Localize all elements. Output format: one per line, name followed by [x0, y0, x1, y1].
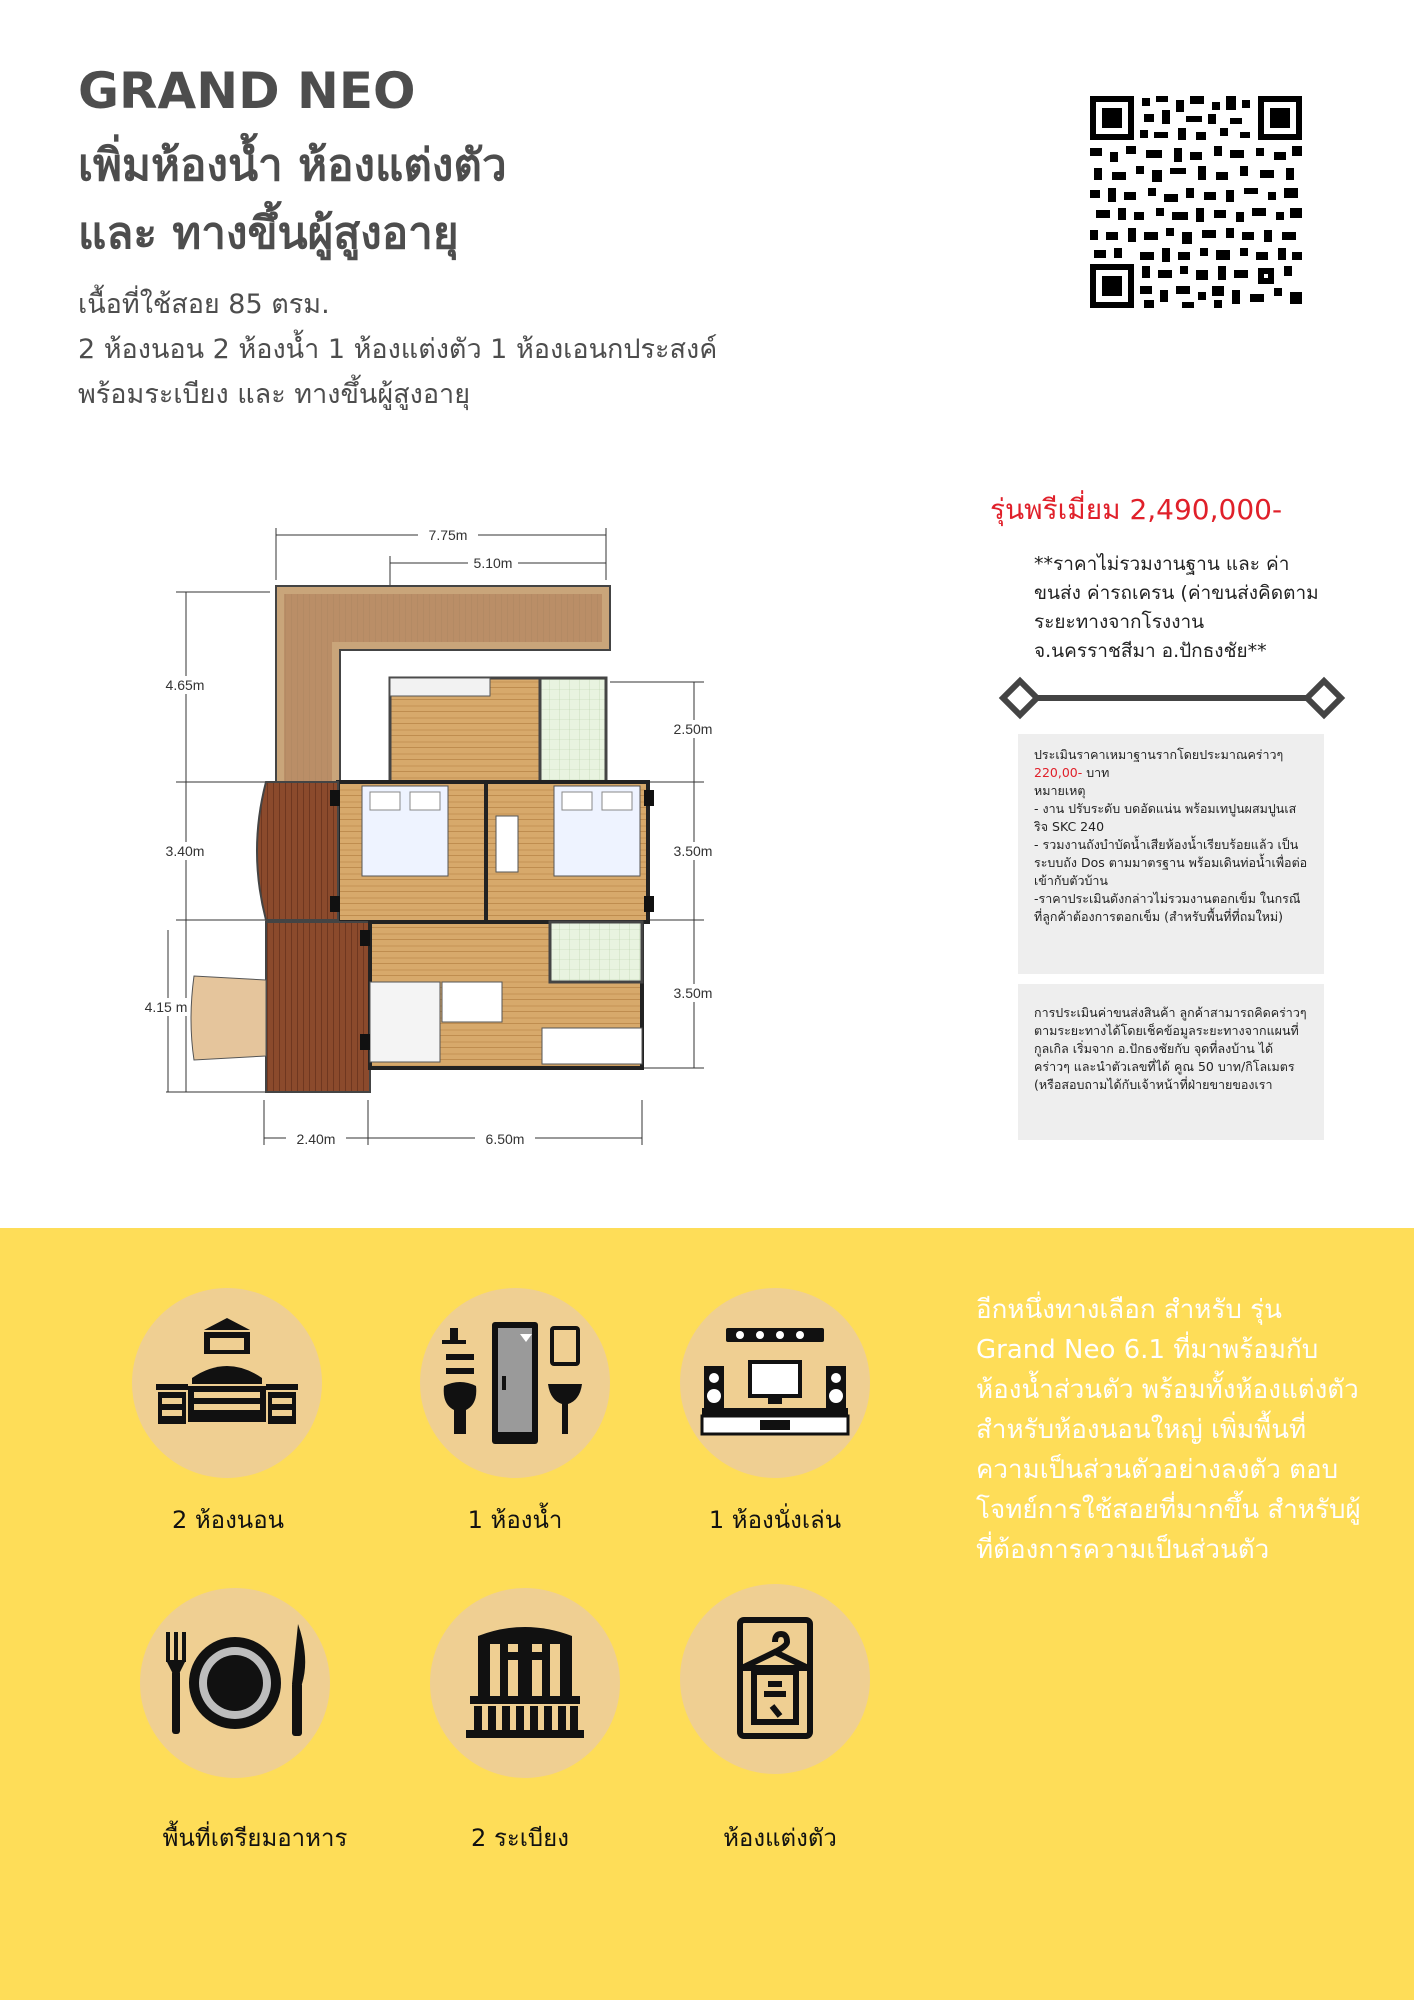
- foundation-estimate-box: [1018, 734, 1324, 974]
- qr-code-icon[interactable]: [1090, 96, 1302, 308]
- feature-label-bedroom: 2 ห้องนอน: [171, 1506, 285, 1534]
- feature-label-balcony: 2 ระเบียง: [471, 1824, 569, 1852]
- divider-ornament: [1002, 680, 1342, 716]
- feature-label-living-room: 1 ห้องนั่งเล่น: [708, 1506, 842, 1534]
- floor-plan: [130, 520, 713, 1150]
- foundation-intro: ประเมินราคาเหมาฐานรากโดยประมาณคร่าวๆ: [1034, 747, 1284, 762]
- remark-title: หมายเหตุ: [1034, 783, 1086, 798]
- wardrobe-icon: [680, 1584, 870, 1774]
- remark-item-1: - งาน ปรับระดับ บดอัดแน่น พร้อมเทปูนผสมปูนเสริจ SKC 240: [1034, 801, 1297, 834]
- dim-bottom-1: 2.40m: [296, 1131, 336, 1147]
- dim-left-1: 4.65m: [165, 677, 205, 693]
- dim-right-3: 3.50m: [673, 985, 713, 1001]
- balcony-icon: [430, 1588, 620, 1778]
- price-note: **ราคาไม่รวมงานฐาน และ ค่าขนส่ง ค่ารถเครน (ค่าขนส่งคิดตามระยะทางจากโรงงาน จ.นครราชสีมา อ.ปักธงชัย**: [1034, 553, 1319, 662]
- headline-line-2: เพิ่มห้องน้ำ ห้องแต่งตัว: [78, 140, 507, 191]
- dim-top-total: 7.75m: [428, 527, 468, 543]
- feature-label-dining: พื้นที่เตรียมอาหาร: [162, 1824, 348, 1852]
- foundation-unit: บาท: [1082, 765, 1110, 780]
- dim-left-3: 4.15 m: [144, 999, 188, 1015]
- dim-right-2: 3.50m: [673, 843, 713, 859]
- extras-text: พร้อมระเบียง และ ทางขึ้นผู้สูงอายุ: [78, 379, 471, 410]
- dining-icon: [140, 1588, 330, 1778]
- remark-item-3: -ราคาประเมินดังกล่าวไม่รวมงานตอกเข็ม ในกรณีที่ลูกค้าต้องการตอกเข็ม (สำหรับพื้นที่ที่ถมใหม่): [1034, 891, 1301, 924]
- dim-right-1: 2.50m: [673, 721, 713, 737]
- bathroom-icon: [420, 1288, 610, 1478]
- foundation-amount: 220,00-: [1034, 765, 1083, 780]
- headline-line-3: และ ทางขึ้นผู้สูงอายุ: [78, 208, 459, 259]
- shipping-box: [1018, 984, 1324, 1140]
- premium-price: รุ่นพรีเมี่ยม 2,490,000-: [990, 493, 1283, 526]
- foundation-amount-row: [1034, 764, 1308, 782]
- page-title: GRAND NEO: [78, 62, 416, 120]
- rooms-text: 2 ห้องนอน 2 ห้องน้ำ 1 ห้องแต่งตัว 1 ห้องเอนกประสงค์: [78, 334, 718, 365]
- shipping-text: การประเมินค่าขนส่งสินค้า ลูกค้าสามารถคิดคร่าวๆตามระยะทางได้โดยเช็คข้อมูลระยะทางจากแผนที่กูลเกิล เริ่มจาก อ.ปักธงชัยกับ จุดที่ลงบ้าน ได้คร่าวๆ และนำตัวเลขที่ได้ คูณ 50 บาท/กิโลเมตร (หรือสอบถามได้กับเจ้าหน้าที่ฝ่ายขายของเรา: [1034, 1005, 1307, 1092]
- bedroom-icon: [132, 1288, 322, 1478]
- dim-bottom-2: 6.50m: [485, 1131, 525, 1147]
- model-description: อีกหนึ่งทางเลือก สำหรับ รุ่น Grand Neo 6.1 ที่มาพร้อมกับห้องน้ำส่วนตัว พร้อมทั้งห้องแต่งตัว สำหรับห้องนอนใหญ่ เพิ่มพื้นที่ความเป็นส่วนตัวอย่างลงตัว ตอบโจทย์การใช้สอยที่มากขึ้น สำหรับผู้ที่ต้องการความเป็นส่วนตัว: [976, 1295, 1361, 1565]
- dim-left-2: 3.40m: [165, 843, 205, 859]
- remark-item-2: - รวมงานถังบำบัดน้ำเสียห้องน้ำเรียบร้อยแล้ว เป็นระบบถัง Dos ตามมาตรฐาน พร้อมเดินท่อน้ำเพื่อต่อเข้ากับตัวบ้าน: [1034, 837, 1308, 888]
- feature-label-bathroom: 1 ห้องน้ำ: [467, 1506, 563, 1534]
- feature-label-wardrobe: ห้องแต่งตัว: [723, 1824, 837, 1852]
- living-room-icon: [680, 1288, 870, 1478]
- dim-top-inner: 5.10m: [473, 555, 513, 571]
- area-text: เนื้อที่ใช้สอย 85 ตรม.: [78, 289, 330, 320]
